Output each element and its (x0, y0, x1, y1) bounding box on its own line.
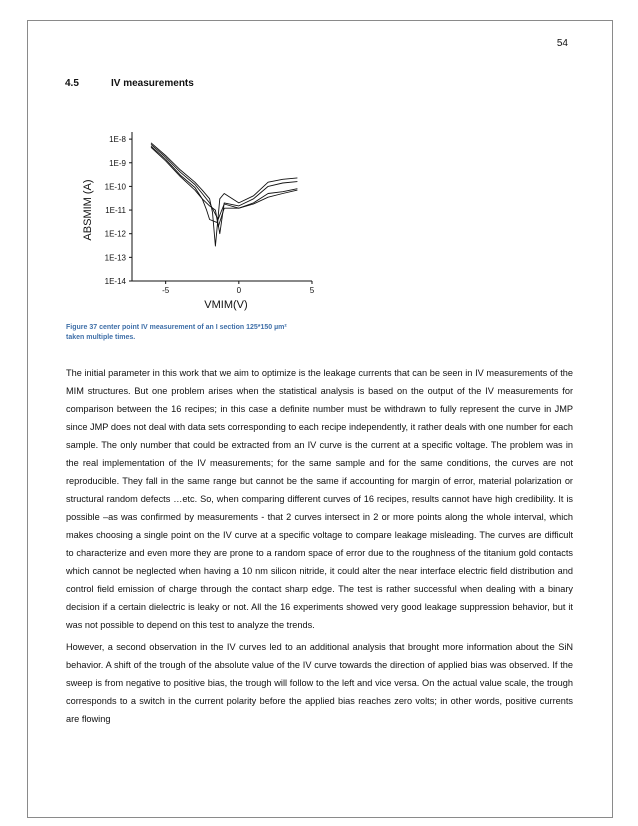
series-line-2 (151, 144, 297, 233)
y-tick-label: 1E-12 (104, 229, 126, 239)
x-axis-label: VMIM(V) (204, 299, 248, 311)
x-tick-label: -5 (162, 286, 170, 295)
section-title: IV measurements (111, 78, 194, 89)
y-tick-label: 1E-13 (104, 253, 126, 263)
y-tick-label: 1E-11 (105, 206, 126, 216)
y-axis-label: ABSMIM (A) (82, 179, 94, 241)
caption-line-1: Figure 37 center point IV measurement of an I section 125*150 µm² (66, 324, 287, 331)
body-text (66, 364, 573, 728)
iv-chart (70, 124, 330, 320)
iv-figure (70, 124, 330, 320)
figure-caption (66, 323, 366, 343)
page-number: 54 (556, 38, 568, 49)
caption-line-2: taken multiple times. (66, 334, 136, 341)
y-tick-label: 1E-10 (104, 182, 126, 192)
x-tick-label: 0 (236, 286, 242, 295)
y-tick-label: 1E-9 (109, 158, 126, 168)
series-line-4 (151, 147, 297, 226)
y-tick-label: 1E-8 (109, 135, 126, 145)
x-tick-label: 5 (309, 286, 315, 295)
series-line-1 (151, 143, 297, 246)
paragraph-1: The initial parameter in this work that we aim to optimize is the leakage currents that can be seen in IV measurements of the MIM structures. But one problem arises when the statistical analysis is based on the output of the IV measurements for comparison between the 16 recipes; in this case a definite number must be withdrawn to fully represent the curve in JMP since JMP does not deal with data sets corresponding to each recipe independently, it rather deals with one number for each sample. The only number that could be extracted from an IV curve is the current at a specific voltage. The problem was in the real implementation of the IV measurements; for the same sample and for the same conditions, the curves are not reproducible. They fall in the same range but cannot be the same if accounting for margin of error, material polarization or structural random defects …etc. So, when comparing different curves of 16 recipes, results cannot have high credibility. It is possible –as was confirmed by measurements - that 2 curves intersect in 2 or more points along the whole interval, which makes choosing a single point on the IV curve at a specific voltage to compare leakage misleading. The curves are difficult to characterize and even more they are prone to a random space of error due to the roughness of the titanium gold contacts which cannot be neglected when having a 10 nm silicon nitride, it could alter the near interface electric field distribution and control field emission of charge through the contact sharp edge. The test is rather successful when dealing with a binary decision if a certain dielectric is leaky or not. All the 16 experiments showed very good leakage suppression behavior, but it was not possible to depend on this test to analyze the trends. (66, 368, 573, 630)
section-number: 4.5 (65, 78, 79, 89)
section-heading (65, 78, 194, 89)
y-tick-label: 1E-14 (104, 277, 126, 286)
paragraph-2: However, a second observation in the IV curves led to an additional analysis that brought more information about the SiN behavior. A shift of the trough of the absolute value of the IV curve towards the direction of applied bias was observed. If the sweep is from negative to positive bias, the trough will follow to the left and vice versa. On the actual value scale, the trough corresponds to a switch in the current polarity before the applied bias reaches zero volts; in other words, positive currents are flowing (66, 642, 573, 724)
